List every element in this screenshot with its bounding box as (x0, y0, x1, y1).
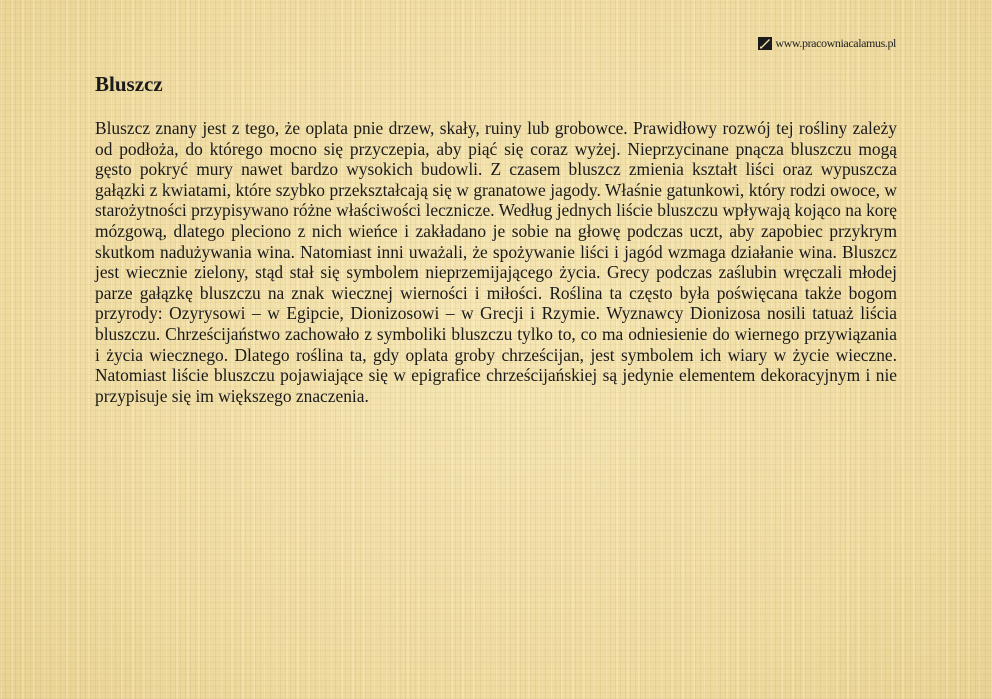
article-paragraph: Bluszcz znany jest z tego, że oplata pnie drzew, skały, ruiny lub grobowce. Prawidłowy rozwój tej rośliny zależy od podłoża, do którego mocno się przyczepia, aby piąć się coraz wyżej. Nieprzycinane pnącza bluszczu mogą gęsto pokryć mury nawet bardzo wysokich budowli. Z czasem bluszcz zmienia kształt liści oraz wypuszcza gałązki z kwiatami, które szybko przekształcają się w granatowe jagody. Właśnie gatunkowi, który rodzi owoce, w starożytności przypisywano różne właściwości lecznicze. Według jednych liście bluszczu wpływają kojąco na korę mózgową, dlatego pleciono z nich wieńce i zakładano je sobie na głowę podczas uczt, aby zapobiec przykrym skutkom nadużywania wina. Natomiast inni uważali, że spożywanie liści i jagód wzmaga działanie wina. Bluszcz jest wiecznie zielony, stąd stał się symbolem nieprzemijającego życia. Grecy podczas zaślubin wręczali młodej parze gałązkę bluszczu na znak wiecznej wierności i miłości. Roślina ta często była poświęcana także bogom przyrody: Ozyrysowi – w Egipcie, Dionizosowi – w Grecji i Rzymie. Wyznawcy Dionizosa nosili tatuaż liścia bluszczu. Chrześcijaństwo zachowało z symboliki bluszczu tylko to, co ma odniesienie do wiernego przywiązania i życia wiecznego. Dlatego roślina ta, gdy oplata groby chrześcijan, jest symbolem ich wiary w życie wieczne. Natomiast liście bluszczu pojawiające się w epigrafice chrześcijańskiej są jedynie elementem dekoracyjnym i nie przypisuje się im większego znaczenia. (95, 118, 897, 406)
page-title: Bluszcz (95, 72, 163, 96)
calamus-logo-icon (758, 37, 772, 50)
brand-link[interactable] (758, 36, 896, 51)
brand-url[interactable]: www.pracowniacalamus.pl (775, 36, 896, 50)
